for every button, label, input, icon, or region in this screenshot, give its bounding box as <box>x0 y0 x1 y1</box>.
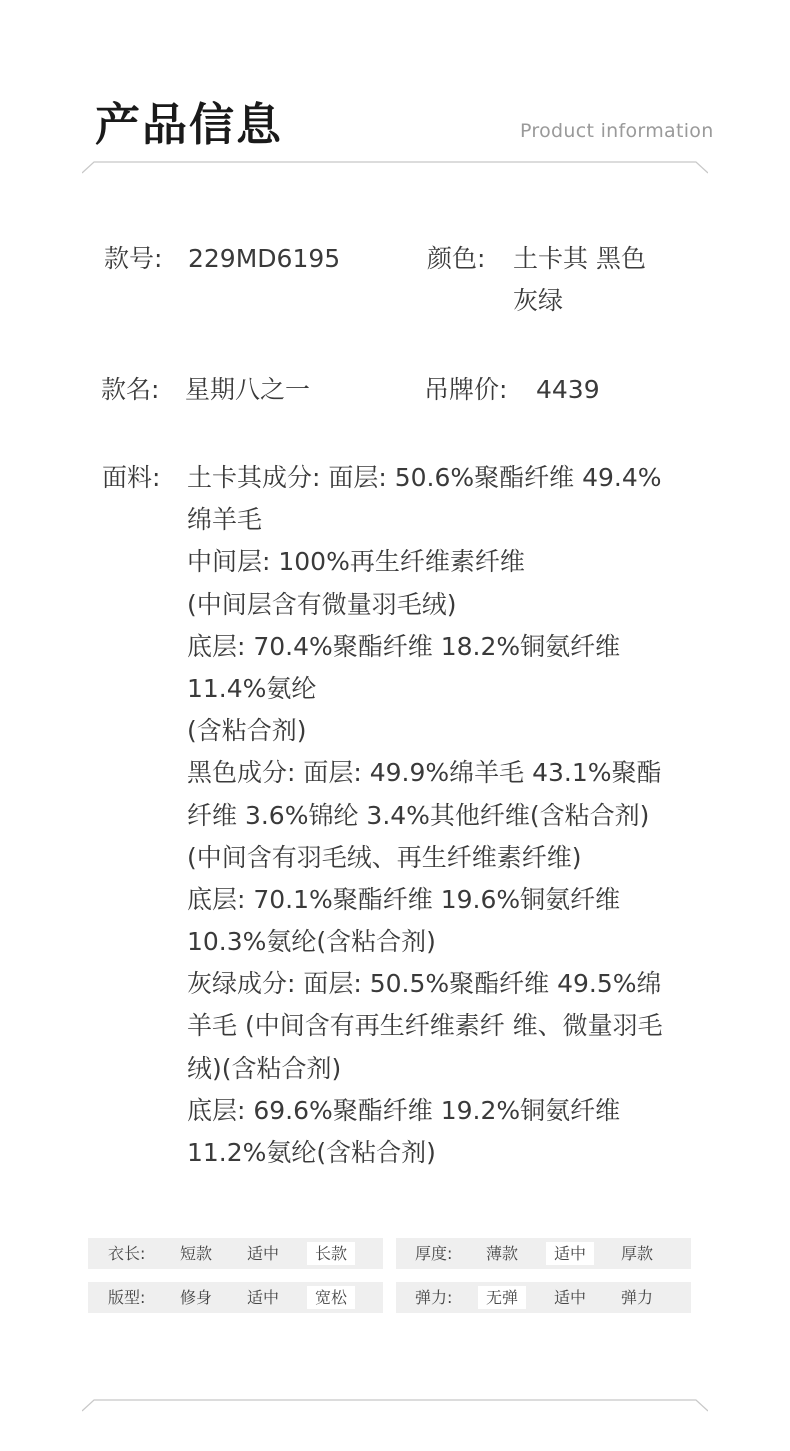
color-value-line1: 土卡其 黑色 <box>513 244 646 273</box>
spec-elasticity <box>396 1282 691 1313</box>
color-value-line2: 灰绿 <box>513 286 564 315</box>
tag-price-value: 4439 <box>536 375 600 404</box>
fabric-line: 10.3%氨纶(含粘合剂) <box>187 927 436 957</box>
fabric-line: 底层: 69.6%聚酯纤维 19.2%铜氨纤维 <box>187 1095 621 1125</box>
style-name-label: 款名: <box>101 375 160 404</box>
fabric-line: (中间层含有微量羽毛绒) <box>187 589 457 619</box>
tag-price-label: 吊牌价: <box>424 375 508 404</box>
fabric-line: 土卡其成分: 面层: 50.6%聚酯纤维 49.4% <box>187 463 662 492</box>
page-title: 产品信息 <box>95 98 284 151</box>
fabric-label: 面料: <box>102 463 161 492</box>
fabric-line: (含粘合剂) <box>187 716 307 746</box>
fabric-line: 底层: 70.1%聚酯纤维 19.6%铜氨纤维 <box>187 884 621 914</box>
spec-option: 薄款 <box>486 1244 519 1263</box>
fabric-line: 底层: 70.4%聚酯纤维 18.2%铜氨纤维 <box>187 631 621 661</box>
spec-option: 长款 <box>307 1242 355 1265</box>
spec-option: 厚款 <box>621 1244 654 1263</box>
spec-fit <box>88 1282 383 1313</box>
color-label: 颜色: <box>427 244 486 273</box>
spec-option: 修身 <box>180 1288 213 1307</box>
fabric-line: 羊毛 (中间含有再生纤维素纤 维、微量羽毛 <box>187 1011 663 1041</box>
spec-option: 适中 <box>247 1244 280 1263</box>
fabric-line: 纤维 3.6%锦纶 3.4%其他纤维(含粘合剂) <box>187 800 650 830</box>
spec-option: 短款 <box>180 1244 213 1263</box>
spec-option: 适中 <box>247 1288 280 1307</box>
fabric-line: 11.4%氨纶 <box>187 673 317 703</box>
spec-option: 宽松 <box>307 1286 355 1309</box>
fabric-line: 灰绿成分: 面层: 50.5%聚酯纤维 49.5%绵 <box>187 969 662 999</box>
spec-length <box>88 1238 383 1269</box>
spec-option: 无弹 <box>478 1286 526 1309</box>
spec-thickness <box>396 1238 691 1269</box>
fabric-line: (中间含有羽毛绒、再生纤维素纤维) <box>187 842 582 872</box>
top-divider <box>82 160 708 174</box>
spec-option: 弹力 <box>621 1288 654 1307</box>
spec-label: 厚度: <box>415 1244 453 1263</box>
fabric-composition <box>187 457 747 1174</box>
spec-label: 弹力: <box>415 1288 453 1307</box>
page-subtitle: Product information <box>520 120 714 142</box>
spec-label: 版型: <box>108 1288 146 1307</box>
fabric-line: 11.2%氨纶(含粘合剂) <box>187 1138 436 1167</box>
style-name-value: 星期八之一 <box>185 375 311 404</box>
style-no-label: 款号: <box>104 244 163 273</box>
spec-label: 衣长: <box>108 1244 146 1263</box>
bottom-divider <box>82 1398 708 1412</box>
spec-option: 适中 <box>546 1242 594 1265</box>
fabric-line: 中间层: 100%再生纤维素纤维 <box>187 547 525 577</box>
fabric-line: 绒)(含粘合剂) <box>187 1053 342 1083</box>
spec-option: 适中 <box>554 1288 587 1307</box>
style-no-value: 229MD6195 <box>188 244 341 273</box>
fabric-line: 绵羊毛 <box>187 505 263 535</box>
fabric-line: 黑色成分: 面层: 49.9%绵羊毛 43.1%聚酯 <box>187 758 662 788</box>
